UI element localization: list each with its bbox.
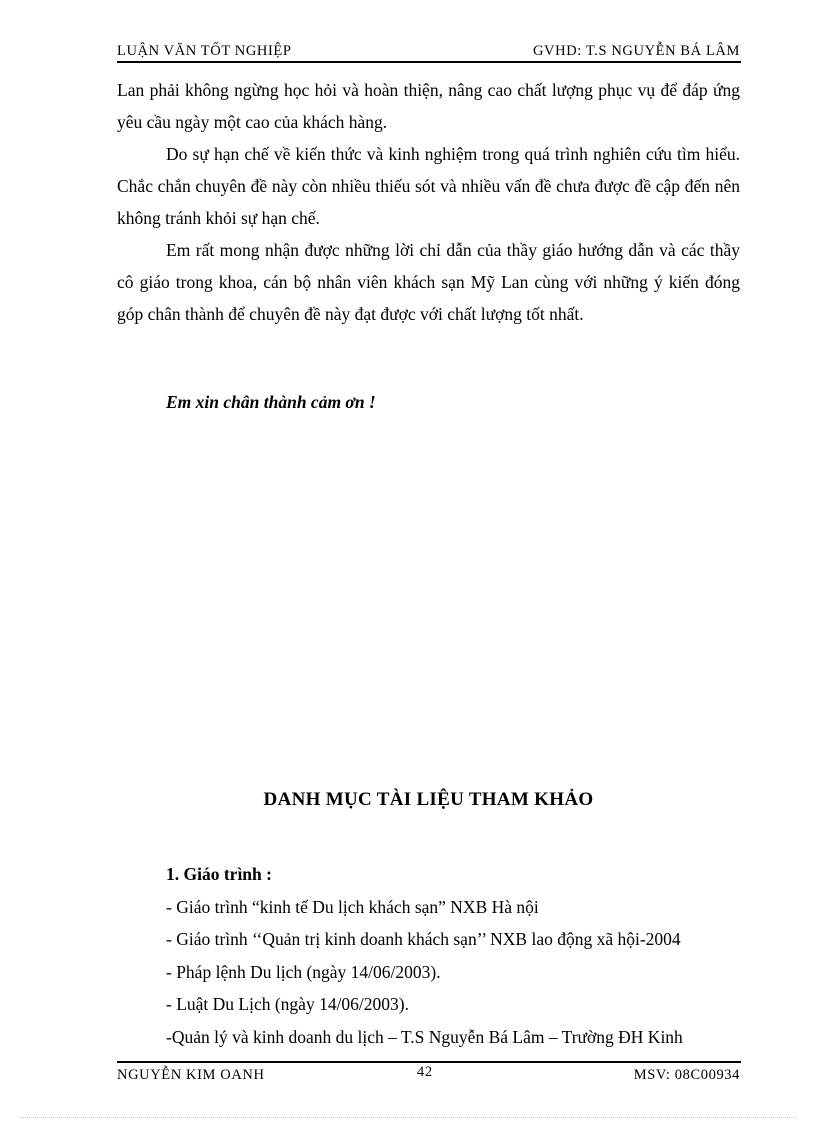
paragraph-continuation: Lan phải không ngừng học hỏi và hoàn thiện, nâng cao chất lượng phục vụ để đáp ứng yêu cầu ngày một cao của khách hàng. [117,80,740,132]
paragraph-request: Em rất mong nhận được những lời chỉ dẫn của thầy giáo hướng dẫn và các thầy cô giáo trong khoa, cán bộ nhân viên khách sạn Mỹ Lan cùng với những ý kiến đóng góp chân thành để chuyên đề này đạt được với chất lượng tốt nhất. [117,240,740,324]
references-list [166,858,756,1053]
paragraph-limitations: Do sự hạn chế về kiến thức và kinh nghiệm trong quá trình nghiên cứu tìm hiểu. Chắc chắn chuyên đề này còn nhiều thiếu sót và nhiều vấn đề chưa được đề cập đến nên không tránh khỏi sự hạn chế. [117,144,740,228]
references-title: DANH MỤC TÀI LIỆU THAM KHẢO [263,789,594,810]
reference-item: - Giáo trình “kinh tế Du lịch khách sạn” NXB Hà nội [166,896,539,917]
page-header [117,40,740,60]
header-advisor-label: GVHD: T.S NGUYỄN BÁ LÂM [532,43,740,59]
page-edge-line [20,1117,796,1118]
body-text [117,74,740,330]
page-number: 42 [417,1064,433,1080]
header-divider [117,61,741,63]
footer-student-id: MSV: 08C00934 [633,1067,740,1083]
thanks-line: Em xin chân thành cảm ơn ! [166,392,376,412]
footer-author: NGUYỄN KIM OANH [117,1067,265,1083]
reference-item: - Giáo trình ‘‘Quản trị kinh doanh khách sạn’’ NXB lao động xã hội-2004 [166,929,681,949]
references-section-heading: 1. Giáo trình : [166,864,272,884]
reference-item: - Pháp lệnh Du lịch (ngày 14/06/2003). [166,961,441,982]
header-thesis-label: LUẬN VĂN TỐT NGHIỆP [117,43,292,59]
reference-item: - Luật Du Lịch (ngày 14/06/2003). [166,994,410,1014]
footer-divider [117,1061,741,1063]
reference-item: -Quản lý và kinh doanh du lịch – T.S Nguyễn Bá Lâm – Trường ĐH Kinh [166,1026,683,1047]
page-footer [117,1064,740,1086]
